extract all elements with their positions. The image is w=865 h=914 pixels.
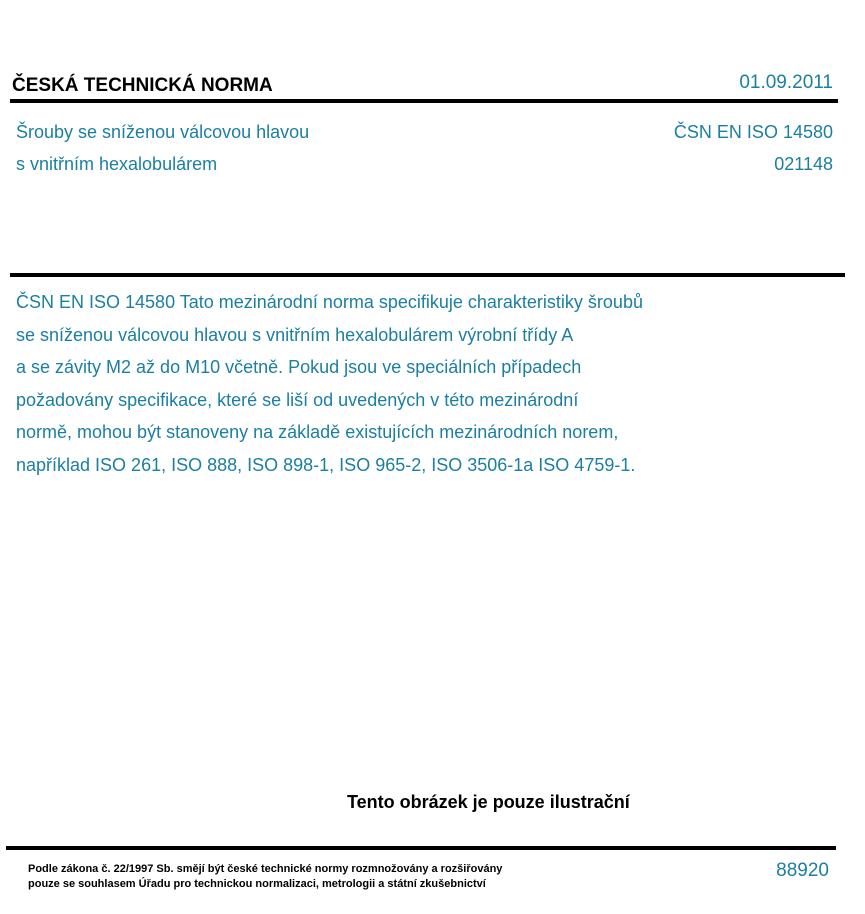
standard-number: ČSN EN ISO 14580 (673, 122, 833, 142)
illustration-note: Tento obrázek je pouze ilustrační (347, 792, 630, 812)
legal-notice (28, 862, 502, 892)
classification-code: 021148 (774, 154, 833, 174)
header-divider (10, 99, 838, 103)
legal-line-1: Podle zákona č. 22/1997 Sb. smějí být české technické normy rozmnožovány a rozšiřovány (28, 863, 503, 875)
abstract-line: normě, mohou být stanoveny na základě existujících mezinárodních norem, (16, 422, 619, 442)
document-title: ČESKÁ TECHNICKÁ NORMA (12, 75, 273, 96)
footer-divider (6, 846, 836, 850)
legal-line-2: pouze se souhlasem Úřadu pro technickou normalizaci, metrologii a státní zkušebnictví (28, 878, 486, 890)
abstract-line: se sníženou válcovou hlavou s vnitřním hexalobulárem výrobní třídy A (16, 324, 574, 345)
subject-line-2: s vnitřním hexalobulárem (16, 154, 218, 174)
abstract-line: a se závity M2 až do M10 včetně. Pokud jsou ve speciálních případech (16, 357, 582, 377)
abstract-line: požadovány specifikace, které se liší od uvedených v této mezinárodní (16, 389, 579, 410)
publication-date: 01.09.2011 (739, 72, 833, 93)
abstract-line: ČSN EN ISO 14580 Tato mezinárodní norma specifikuje charakteristiky šroubů (16, 292, 643, 312)
catalog-number: 88920 (776, 860, 829, 881)
abstract-line: například ISO 261, ISO 888, ISO 898-1, ISO 965-2, ISO 3506-1a ISO 4759-1. (16, 454, 636, 475)
standard-subject (16, 116, 309, 180)
standard-codes (674, 116, 833, 180)
subject-line-1: Šrouby se sníženou válcovou hlavou (16, 122, 310, 142)
section-divider (10, 273, 845, 277)
abstract-text (16, 286, 816, 481)
